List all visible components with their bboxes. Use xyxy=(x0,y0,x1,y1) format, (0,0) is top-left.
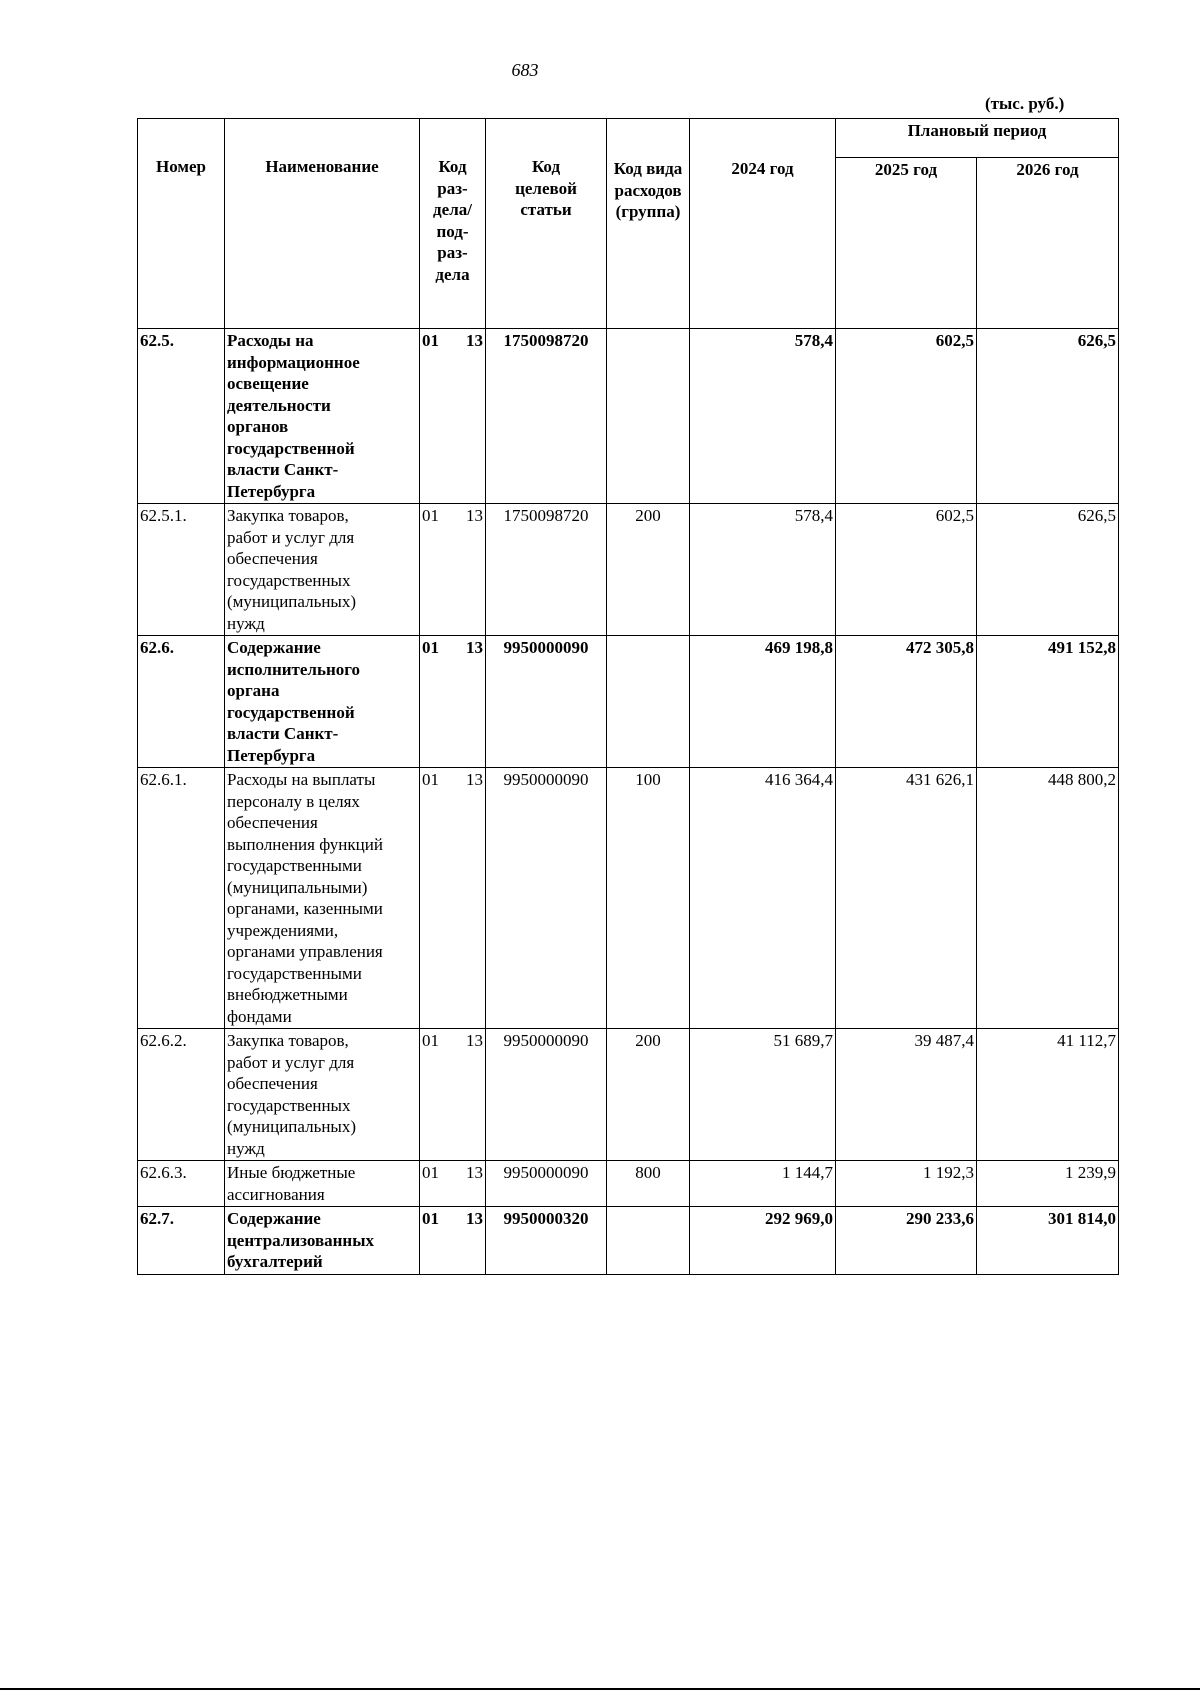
row-name-line: Содержание xyxy=(227,638,321,657)
row-subsection: 13 xyxy=(466,1031,483,1050)
row-target-code: 9950000090 xyxy=(486,1161,607,1207)
header-section-code xyxy=(420,119,486,329)
row-number: 62.6. xyxy=(138,636,225,768)
row-target-code: 1750098720 xyxy=(486,504,607,636)
row-name-line: бухгалтерий xyxy=(227,1252,323,1271)
table-row xyxy=(138,768,1119,1029)
row-name-line: нужд xyxy=(227,1138,265,1158)
row-amount-2025: 431 626,1 xyxy=(836,768,977,1029)
row-name-line: Петербурга xyxy=(227,481,316,501)
row-name-line: органами, казенными xyxy=(227,899,383,918)
row-target-code: 9950000090 xyxy=(486,636,607,768)
row-target-code: 9950000320 xyxy=(486,1207,607,1275)
row-name-line: (муниципальными) xyxy=(227,877,368,897)
row-amount-2024: 578,4 xyxy=(690,504,836,636)
row-name-line: работ и услуг для xyxy=(227,527,355,547)
table-row xyxy=(138,636,1119,768)
header-expense-type xyxy=(607,119,690,329)
row-section: 01 xyxy=(422,638,439,657)
row-name-line: государственной xyxy=(227,702,355,722)
row-name-line: Петербурга xyxy=(227,745,316,765)
row-amount-2026: 41 112,7 xyxy=(977,1029,1119,1161)
row-subsection: 13 xyxy=(466,638,483,657)
units-label: (тыс. руб.) xyxy=(985,94,1065,113)
header-number: Номер xyxy=(138,119,225,329)
header-line: Код xyxy=(531,157,561,176)
row-name-line: выполнения функций xyxy=(227,834,383,854)
row-amount-2025: 39 487,4 xyxy=(836,1029,977,1161)
row-section: 01 xyxy=(422,1031,439,1050)
table-row xyxy=(138,329,1119,504)
table-row xyxy=(138,1161,1119,1207)
header-line: раз- xyxy=(437,178,468,198)
table-body xyxy=(138,329,1119,1275)
row-name-line: внебюджетными xyxy=(227,985,348,1004)
row-name-line: Расходы на выплаты xyxy=(227,770,376,789)
header-line: статьи xyxy=(520,200,572,219)
row-amount-2026: 301 814,0 xyxy=(977,1207,1119,1275)
row-name-line: фондами xyxy=(227,1006,292,1026)
row-subsection: 13 xyxy=(466,1209,483,1228)
row-name-line: Расходы на xyxy=(227,331,314,350)
row-name-line: информационное xyxy=(227,352,360,372)
row-section-code xyxy=(420,636,486,768)
row-section: 01 xyxy=(422,331,439,350)
row-name-line: нужд xyxy=(227,613,265,633)
header-row-top xyxy=(138,119,1119,158)
scan-edge-line xyxy=(0,1688,1200,1690)
header-target-code xyxy=(486,119,607,329)
budget-table xyxy=(137,118,1119,1275)
row-name-line: (муниципальных) xyxy=(227,1117,357,1136)
row-subsection: 13 xyxy=(466,770,483,789)
row-name-line: государственных xyxy=(227,570,351,590)
row-amount-2026: 626,5 xyxy=(977,504,1119,636)
header-line: Код xyxy=(438,157,467,176)
row-amount-2024: 292 969,0 xyxy=(690,1207,836,1275)
row-name-line: Иные бюджетные xyxy=(227,1163,356,1182)
row-subsection: 13 xyxy=(466,506,483,525)
row-amount-2026: 626,5 xyxy=(977,329,1119,504)
row-target-code: 9950000090 xyxy=(486,768,607,1029)
row-amount-2025: 602,5 xyxy=(836,329,977,504)
header-line: Код вида xyxy=(613,159,683,178)
table-row xyxy=(138,504,1119,636)
row-expense-type xyxy=(607,329,690,504)
row-name xyxy=(225,1029,420,1161)
header-line: под- xyxy=(436,221,469,241)
row-section-code xyxy=(420,1207,486,1275)
row-name-line: персоналу в целях xyxy=(227,791,360,811)
row-amount-2025: 1 192,3 xyxy=(836,1161,977,1207)
row-amount-2026: 448 800,2 xyxy=(977,768,1119,1029)
row-expense-type xyxy=(607,1207,690,1275)
row-name-line: работ и услуг для xyxy=(227,1052,355,1072)
row-subsection: 13 xyxy=(466,1163,483,1182)
header-year-2025: 2025 год xyxy=(836,158,977,329)
row-amount-2024: 1 144,7 xyxy=(690,1161,836,1207)
row-number: 62.6.3. xyxy=(138,1161,225,1207)
table-row xyxy=(138,1207,1119,1275)
row-name xyxy=(225,1207,420,1275)
row-name-line: Закупка товаров, xyxy=(227,506,349,525)
row-section-code xyxy=(420,768,486,1029)
row-name-line: государственной xyxy=(227,438,355,458)
row-expense-type: 200 xyxy=(607,1029,690,1161)
row-number: 62.6.1. xyxy=(138,768,225,1029)
row-amount-2025: 290 233,6 xyxy=(836,1207,977,1275)
row-target-code: 9950000090 xyxy=(486,1029,607,1161)
row-number: 62.6.2. xyxy=(138,1029,225,1161)
row-name-line: Закупка товаров, xyxy=(227,1031,349,1050)
row-amount-2026: 1 239,9 xyxy=(977,1161,1119,1207)
row-section: 01 xyxy=(422,1209,439,1228)
row-number: 62.5. xyxy=(138,329,225,504)
row-name xyxy=(225,768,420,1029)
row-name-line: органа xyxy=(227,681,280,700)
row-section: 01 xyxy=(422,1163,439,1182)
row-target-code: 1750098720 xyxy=(486,329,607,504)
row-name-line: исполнительного xyxy=(227,659,361,679)
header-line: (группа) xyxy=(615,202,681,221)
row-name-line: (муниципальных) xyxy=(227,592,357,611)
header-name: Наименование xyxy=(225,119,420,329)
row-name-line: государственными xyxy=(227,963,362,983)
row-expense-type: 800 xyxy=(607,1161,690,1207)
row-section-code xyxy=(420,329,486,504)
row-name-line: централизованных xyxy=(227,1230,374,1250)
row-amount-2025: 602,5 xyxy=(836,504,977,636)
row-name-line: государственных xyxy=(227,1095,351,1115)
row-expense-type xyxy=(607,636,690,768)
row-section-code xyxy=(420,1029,486,1161)
row-amount-2024: 469 198,8 xyxy=(690,636,836,768)
row-name xyxy=(225,1161,420,1207)
row-name-line: ассигнования xyxy=(227,1184,325,1204)
header-year-2024: 2024 год xyxy=(690,119,836,329)
row-expense-type: 200 xyxy=(607,504,690,636)
header-line: раз- xyxy=(437,243,468,262)
row-name xyxy=(225,636,420,768)
header-year-2026: 2026 год xyxy=(977,158,1119,329)
row-amount-2024: 416 364,4 xyxy=(690,768,836,1029)
row-name-line: учреждениями, xyxy=(227,920,339,940)
row-expense-type: 100 xyxy=(607,768,690,1029)
row-name-line: обеспечения xyxy=(227,813,318,832)
row-section: 01 xyxy=(422,506,439,525)
row-section: 01 xyxy=(422,770,439,789)
row-name-line: власти Санкт- xyxy=(227,460,339,479)
row-number: 62.5.1. xyxy=(138,504,225,636)
row-name xyxy=(225,504,420,636)
header-line: дела xyxy=(435,264,470,284)
row-section-code xyxy=(420,1161,486,1207)
row-amount-2025: 472 305,8 xyxy=(836,636,977,768)
row-amount-2024: 51 689,7 xyxy=(690,1029,836,1161)
row-number: 62.7. xyxy=(138,1207,225,1275)
row-name-line: освещение xyxy=(227,374,309,393)
row-subsection: 13 xyxy=(466,331,483,350)
row-section-code xyxy=(420,504,486,636)
header-line: расходов xyxy=(614,180,682,200)
row-name-line: государственными xyxy=(227,856,362,875)
row-amount-2024: 578,4 xyxy=(690,329,836,504)
row-name-line: обеспечения xyxy=(227,549,318,568)
row-name xyxy=(225,329,420,504)
row-name-line: деятельности xyxy=(227,395,331,415)
row-name-line: обеспечения xyxy=(227,1074,318,1093)
row-name-line: органов xyxy=(227,417,289,436)
table-row xyxy=(138,1029,1119,1161)
row-name-line: власти Санкт- xyxy=(227,724,339,743)
row-name-line: органами управления xyxy=(227,942,383,961)
header-line: дела/ xyxy=(433,200,472,219)
row-amount-2026: 491 152,8 xyxy=(977,636,1119,768)
row-name-line: Содержание xyxy=(227,1209,321,1228)
header-planning-period: Плановый период xyxy=(836,119,1119,158)
page-number: 683 xyxy=(511,60,539,80)
header-line: целевой xyxy=(515,178,577,198)
